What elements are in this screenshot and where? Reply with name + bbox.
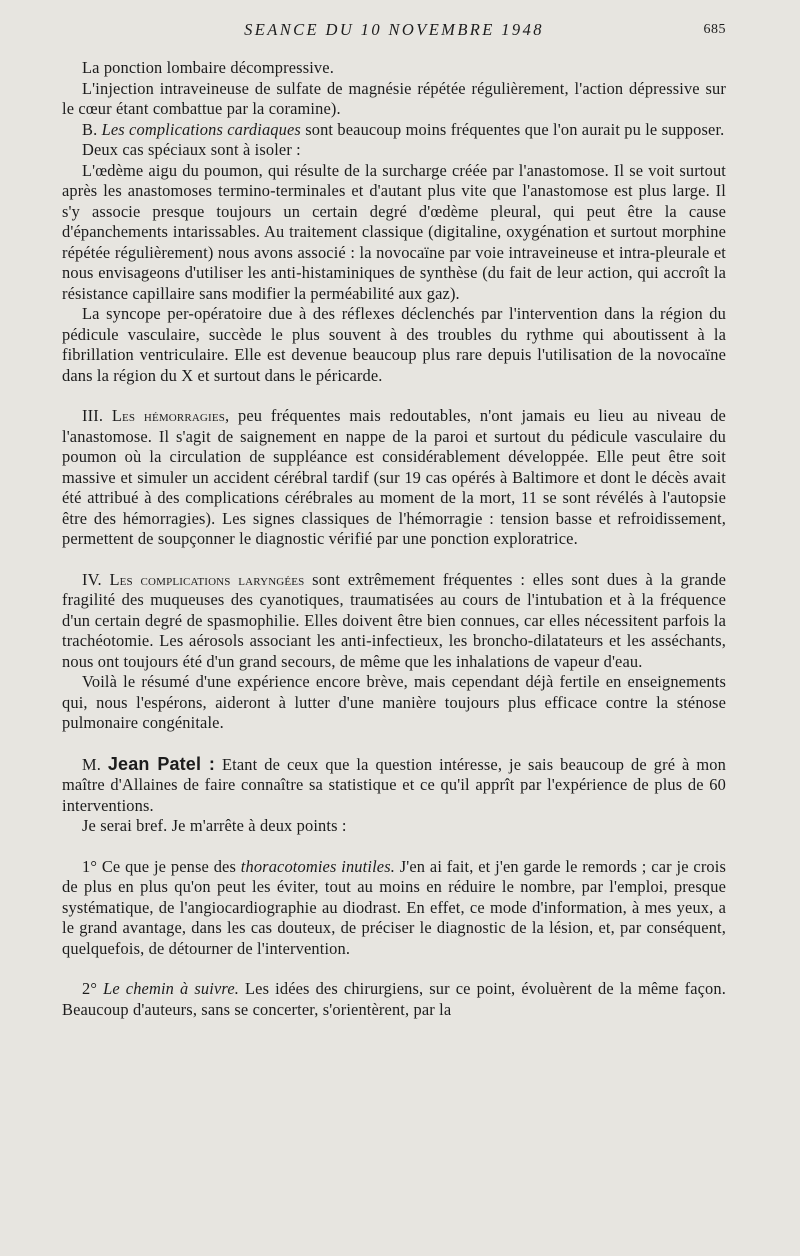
hemorrhages-heading: Les hémorragies <box>111 406 225 425</box>
paragraph-path-to-follow <box>62 979 726 1020</box>
page-header <box>62 14 726 48</box>
paragraph-special-cases: Deux cas spéciaux sont à isoler : <box>82 140 301 159</box>
paragraph-pulmonary-edema: L'œdème aigu du poumon, qui résulte de la surcharge créée par l'anastomose. Il se voit surtout après les anastomoses termino-terminales et d'autant plus vite que l'anastomose est plus large. Il s'y associe presque toujours un certain degré d'œdème pleural, qui peut être la cause d'épanchements intarissables. Au traitement classique (digitaline, oxygénation et surtout morphine répétée régulièrement) nous avons associé : la novocaïne par voie intraveineuse et intra-pleurale et nous envisageons d'utiliser les anti-histaminiques de synthèse (du fait de leur action, qui accroît la résistance capillaire sans modifier la perméabilité aux gaz). <box>62 160 726 303</box>
section-letter: B. <box>82 119 98 139</box>
paragraph-lumbar-puncture: La ponction lombaire décompressive. <box>82 58 334 77</box>
section-number: IV. <box>82 569 110 589</box>
paragraph-text: Les idées des chirurgiens, sur ce point, évoluèrent de la même façon. Beaucoup d'auteurs, sans se concerter, s'orientèrent, par la <box>62 979 726 1019</box>
page-number: 685 <box>703 22 726 37</box>
speaker-title: M. <box>82 754 108 774</box>
paragraph-cardiac-complications <box>62 120 726 141</box>
paragraph-text: Etant de ceux que la question intéresse, je sais beaucoup de gré à mon maître d'Allaines de faire connaître sa statistique et ce qu'il apprît par l'expérience de plus de 60 interventions. <box>62 754 726 815</box>
cardiac-complications-heading: Les complications cardiaques <box>101 119 301 139</box>
path-to-follow-heading: Le chemin à suivre. <box>103 979 239 998</box>
paragraph-hemorrhages <box>62 406 726 550</box>
paragraph-syncope: La syncope per-opératoire due à des réflexes déclenchés par l'intervention dans la région du pédicule vasculaire, succède le plus souvent à des troubles du rythme qui aboutissent à la fibrillation ventriculaire. Elle est devenue beaucoup plus rare depuis l'utilisation de la novocaïne dans la région du X et surtout dans le péricarde. <box>62 304 726 385</box>
paragraph-text: sont extrêmement fréquentes : elles sont dues à la grande fragilité des muqueuses des cyanotiques, traumatisées au cours de l'intubation et à la fréquence d'un certain degré de spasmophilie. Elles doivent être bien connues, car elles nécessitent parfois la trachéotomie. Les aérosols associant les anti-infectieux, les broncho-dilatateurs et les asséchants, nous ont toujours été d'un grand secours, de même que les inhalations de vapeur d'eau. <box>62 569 727 671</box>
paragraph-magnesia-injection: L'injection intraveineuse de sulfate de magnésie répétée régulièrement, l'action dépressive sur le cœur étant combattue par la coramine). <box>62 78 726 118</box>
laryngeal-complications-heading: Les complications laryngées <box>109 569 305 589</box>
point-number: 1° Ce que je pense des <box>82 856 241 876</box>
paragraph-useless-thoracotomies <box>62 857 726 960</box>
paragraph-text: , peu fréquentes mais redoutables, n'ont jamais eu lieu au niveau de l'anastomose. Il s'agit de saignement en nappe de la paroi et surtout du pédicule vasculaire du poumon où la circulation de suppléance est considérablement développée. Elle peut être soit massive et simuler un accident cérébral tardif (sur 19 cas opérés à Baltimore et dont le décès avait été attribué à des complications cérébrales au moment de la mort, 11 se sont révélés à l'autopsie être des hémorragies). Les signes classiques de l'hémorragie : tension basse et refroidissement, permettent de soupçonner le diagnostic vérifié par une ponction exploratrice. <box>62 406 726 548</box>
paragraph-patel-intro <box>62 754 726 817</box>
paragraph-two-points: Je serai bref. Je m'arrête à deux points : <box>82 816 347 835</box>
paragraph-text: J'en ai fait, et j'en garde le remords ; car je crois de plus en plus qu'on peut les éviter, tout au moins en réduire le nombre, par l'emploi, presque systématique, de l'angiocardiographie au diodrast. En effet, ce mode d'information, à mes yeux, a le grand avantage, dans les cas douteux, de préciser le diagnostic de la lésion, et, par conséquent, quelquefois, de détourner de l'intervention. <box>62 856 727 958</box>
paragraph-text: sont beaucoup moins fréquentes que l'on aurait pu le supposer. <box>300 119 725 139</box>
paragraph-laryngeal-complications <box>62 570 726 673</box>
body-text <box>62 58 726 1020</box>
speaker-name: Jean Patel : <box>107 753 216 774</box>
paragraph-summary: Voilà le résumé d'une expérience encore brève, mais cependant déjà fertile en enseignements qui, nous l'espérons, aideront à lutter d'une manière toujours plus efficace contre la sténose pulmonaire congénitale. <box>62 672 726 732</box>
section-number: III. <box>82 406 112 425</box>
running-head: SEANCE DU 10 NOVEMBRE 1948 <box>244 20 544 39</box>
useless-thoracotomies-heading: thoracotomies inutiles. <box>240 856 395 876</box>
point-number: 2° <box>82 979 104 998</box>
